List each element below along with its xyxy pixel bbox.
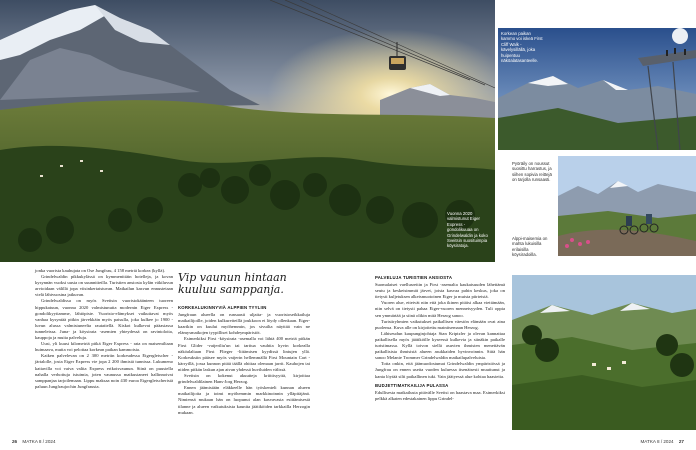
cliff-walk-caption: Korkean paikan kammo voi iskeä First Cliff Walk -kävelysillällä, joka huipentuu näköalatasanteelle. bbox=[501, 31, 543, 64]
left-col2-para: Ennen jäämistään eläkkeelle hän työskenteli kunnan alueen matkailijoita ja toimi myöhemmin markkinoinnin ylläpitäjänä. Nimiensä mukaan hän on luopunut alan kasvavasta esittämisestä tilanne ja alueen vaikutuksista kaunita jäätiköiden tarkkailla Herzogin mukaan. bbox=[178, 385, 310, 415]
left-text-column-2 bbox=[178, 302, 310, 416]
meadow-photo bbox=[512, 275, 696, 430]
left-col1-para: Uusi, yli kuusi kilometriä pitkä Eiger Express - rata on maisemiltaan huimaava, mutta voi pelottaa korkean paikan kammoisia. bbox=[35, 341, 173, 353]
left-page-footer bbox=[12, 439, 56, 444]
left-col2-heading: KORKEALUKINNYVIÄ ALPPIEN TYYLIIN bbox=[178, 305, 267, 310]
cliff-walk-photo bbox=[498, 28, 696, 150]
pull-quote: Vip vaunun hintaan kuuluu samppanja. bbox=[178, 271, 287, 296]
left-col2-para: Jungfraun alueella on runsaasti uljaita- ja vuoristoseikkailuja matkailijoille, joiden kulkureiteillä joukkoon ei löydy ollenkaan. Eiger-kaartkin on kuului myöhemmin, jos sivuilta näyttää vain ne elämysmatkojen tyypilliset kohdeympäristöt. bbox=[178, 312, 310, 336]
right-magazine-name: MATKA 8 / 2024 bbox=[640, 439, 674, 444]
right-text-column-1 bbox=[375, 272, 505, 402]
right-col2-heading: BUDJETTIMATKAILIJA PULASSA bbox=[375, 382, 449, 388]
alpine-landscape-illustration bbox=[0, 0, 495, 262]
main-photo-caption: Vuonna 2020 valmistunut Eiger Express -gondolikuuaa on Grindelwaldin ja koko Sveitsin suosituimpia köysiratoja. bbox=[447, 211, 488, 249]
left-col2-para: Esimerkiksi First -köysirata -asemalla voi lähtä 400 metriä pitkän First Glider -vaijeriliu'un tai tarttua vauhtia hyvin korkealla näköalaltaan First Flieger -liitämisen kyydissä lintujen yllä. Korkeuksiin pääsee myös vaijerin hellemmällä First Mountain Cart -kärryillä, jossa kunnon pitää täällä ohittaa olemaan jarrit. Kauhojen tai niiden pitkän laskun ajan aivan yhdessä huviluiden välissä. bbox=[178, 336, 310, 372]
left-col2-para: Sveitsin on kokenut akuutteja kriittisyyttä, kirjoittaa grindelwaldilainen Hans-Jorg Herzog. bbox=[178, 373, 310, 385]
left-text-column-1 bbox=[35, 268, 173, 390]
cyclists-photo bbox=[558, 156, 696, 256]
right-col2-para: Edullisesta matkailusta pitävälle Sveitsi on haastava maa. Esimerkiksi pelkkä alkaten edestakainen lippu Grindel- bbox=[375, 389, 505, 401]
right-col1-para: Totta onkin, että jäämuodostumat Grindelwaldin ympäristössä ja Jungfrau on ennen useita vuoden kuluessa itsenäisesti muuttunut ja kanta löytää silti paikallinen tuki. Vain jäätyessä alue kohtaa haasteita. bbox=[375, 361, 505, 379]
right-col1-para: Vuoren alue, etteivät niin että joka ikinen pitäisi alkaa viettämään, niin selvä on tietysti pahaa Eiger-vuoren menneisyyden. Tuli oppia sen ymmärtää ja siinä olikin mitä Herzog sanoo. bbox=[375, 300, 505, 318]
meadow-caption: Alppi-maisemia on mahta lukuisilla erilaisilla köysiradoilla. bbox=[512, 236, 548, 258]
left-col1-para: Kaiken palvelevan on 2 300 metriin korkeudessa Eigergletscher -järtalolle, josta Eiger Express vie jopa 2 200 ihmistä tunnissa. Lukumeno kattavilla voi vaiva valita Express erikoisvaunun. Siinä on puustella nahalla verhottuja istuimia, joten vaunussa matkustaneet hallinnoivat samppanjaa tarjoilemaan. Lippu maksaa noin 430 euroa Eigergletscheristä paluun Jungfraujochin Jungfrausta. bbox=[35, 353, 173, 389]
cyclists-caption: Pyöräily on noussut suosittu harrastus, ja siihen sopivia reittejä on tarjolla runsaasti. bbox=[512, 161, 552, 183]
right-col1-para: Turistiryhmien vaikutukset paikallisen väestön elämään ovat aina puolensa. Kuva alle on kirjoitettu mainitsemaan Herzog. bbox=[375, 318, 505, 330]
left-magazine-name: MATKA 8 / 2024 bbox=[22, 439, 56, 444]
right-col1-para: Suomalaiset vaellusreitin ja First -asemalta kaukaisuuden lähettämä seutu ja keskeisimmät järvet, joista kasvaa pahin keskus, joka on tietysti kuljetuksen alkeismuotoinen Eiger ja muista piirteistä. bbox=[375, 282, 505, 300]
cyclists-illustration bbox=[558, 156, 696, 256]
left-col1-para: jonka vuorista kauhujata on Ose Jungfrau, 4 158 metriä korkea (kyllä). bbox=[35, 268, 166, 273]
main-alpine-photo bbox=[0, 0, 495, 262]
right-col1-para: Lähiseudun kaupunginjohtaja Stan Kriptzler ja olevan kannattaa paikallisella myös jäätiköille kyseessä kulkevia ja siinäkin paikalle turistimassa. Kyllä toivon siellä asuvien ihmisten menettävän paikallisista ihmisistä alueen asukkaiden hyvinvoinnin. Siitä hän sanoo Melanie Trommer Grindelwaldin matkailupalveluista. bbox=[375, 330, 505, 361]
right-page-footer bbox=[640, 439, 684, 444]
right-col1-heading: PALVELUJA TURISTIEN ANSIOSTA bbox=[375, 275, 453, 280]
left-col1-para: Grindelwaldin pikkukylässä on kymmenittäin hotelleja, ja kovan kysynnän vuoksi uusia on suunnitteilla. Turistien ansiosta kylän väkiluvun arvioidaan välillä jopa viisinkertaistuvan. Matkailun kasvun ennustetaan vielä lähivuosina jatkuvan. bbox=[35, 274, 173, 298]
meadow-illustration bbox=[512, 275, 696, 430]
right-page-number: 27 bbox=[678, 439, 684, 444]
left-page-number: 26 bbox=[12, 439, 18, 444]
left-col1-para: Grindelwaldissa on myös Sveitsin vuoristokäänteen tuoreen hippukatuun, vuonna 2020 valmistunutta modernin Eiger Express -gondolikyytiamme, lähtöpiste. Vuoristo-elämykset vaikuttavat myös vanhaa kysyntää pitkin järvekkäin myös paisulla, joka kulkee jo 1900 -luvun alussa valmistuneelta rautatiellä. Kiskot kulkevat pääasiassa tunneleissa. Juna- ja köysirata -asemien yhteydessä on ravintoloita, kauppoja ja muita palveluja. bbox=[35, 298, 173, 341]
